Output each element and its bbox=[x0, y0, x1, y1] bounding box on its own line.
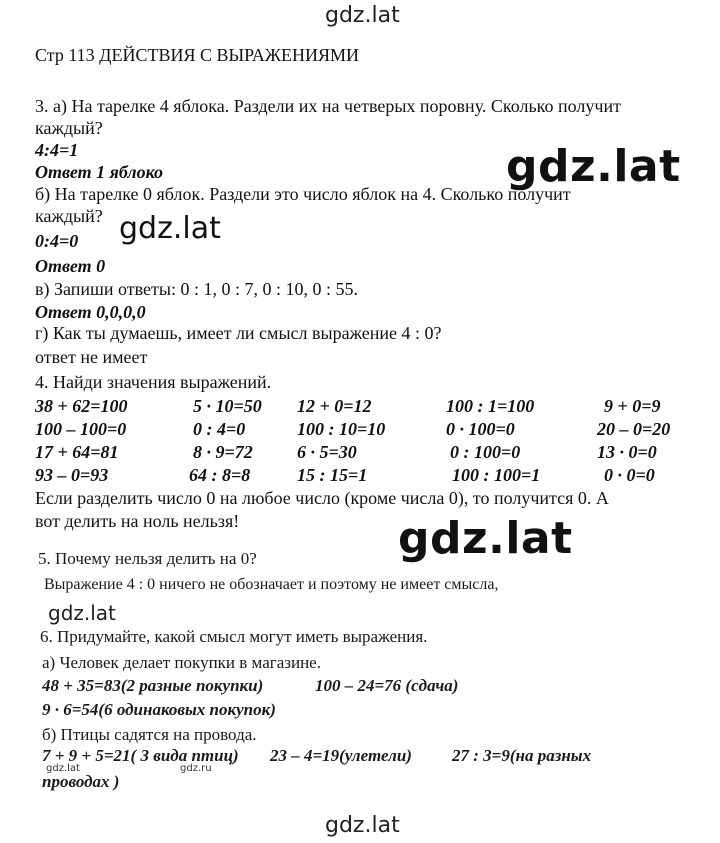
task6-a-expression3: 9 · 6=54(6 одинаковых покупок) bbox=[42, 700, 276, 719]
task5-answer: Выражение 4 : 0 ничего не обозначает и поэтому не имеет смысла, bbox=[44, 576, 499, 593]
watermark-tiny-left: gdz.lat bbox=[46, 763, 80, 774]
task4-title: 4. Найди значения выражений. bbox=[35, 372, 272, 392]
watermark-left-small: gdz.lat bbox=[48, 601, 116, 625]
table-cell: 0 · 0=0 bbox=[604, 465, 655, 485]
table-cell: 12 + 0=12 bbox=[297, 396, 372, 416]
table-cell: 15 : 15=1 bbox=[297, 465, 368, 485]
watermark-center: gdz.lat bbox=[398, 513, 573, 564]
task5-title: 5. Почему нельзя делить на 0? bbox=[38, 549, 257, 568]
table-cell: 100 – 100=0 bbox=[35, 419, 127, 439]
task6-title: 6. Придумайте, какой смысл могут иметь выражения. bbox=[40, 627, 428, 646]
watermark-bottom: gdz.lat bbox=[325, 813, 400, 838]
task3-b-line2: каждый? bbox=[35, 206, 103, 226]
watermark-left-mid: gdz.lat bbox=[115, 211, 225, 246]
table-cell: 0 : 4=0 bbox=[193, 419, 246, 439]
table-cell: 100 : 10=10 bbox=[297, 419, 386, 439]
task3-g-line: г) Как ты думаешь, имеет ли смысл выражение 4 : 0? bbox=[35, 323, 442, 343]
task3-v-line: в) Запиши ответы: 0 : 1, 0 : 7, 0 : 10, 0 : 55. bbox=[35, 279, 358, 299]
task6-b-expression3-continued: проводах ) bbox=[42, 772, 120, 791]
task4-note-line2: вот делить на ноль нельзя! bbox=[35, 511, 240, 531]
table-cell: 5 · 10=50 bbox=[193, 396, 262, 416]
table-cell: 0 : 100=0 bbox=[450, 442, 521, 462]
watermark-right: gdz.lat bbox=[506, 141, 681, 192]
table-cell: 38 + 62=100 bbox=[35, 396, 128, 416]
task3-b-line1: б) На тарелке 0 яблок. Раздели это число яблок на 4. Сколько получит bbox=[35, 184, 571, 204]
task3-a-line2: каждый? bbox=[35, 118, 103, 138]
table-cell: 6 · 5=30 bbox=[297, 442, 357, 462]
page-header: Стр 113 ДЕЙСТВИЯ С ВЫРАЖЕНИЯМИ bbox=[35, 45, 360, 65]
task6-b-expression3: 27 : 3=9(на разных bbox=[452, 746, 592, 765]
watermark-tiny-center: gdz.ru bbox=[180, 763, 212, 774]
watermark-top: gdz.lat bbox=[325, 3, 400, 28]
table-cell: 0 · 100=0 bbox=[446, 419, 515, 439]
task4-note-line1: Если разделить число 0 на любое число (кроме числа 0), то получится 0. А bbox=[35, 488, 609, 508]
task6-b-line: б) Птицы садятся на провода. bbox=[42, 725, 257, 744]
task3-g-answer: ответ не имеет bbox=[35, 347, 148, 367]
task3-b-expression: 0:4=0 bbox=[35, 231, 79, 251]
table-cell: 13 · 0=0 bbox=[597, 442, 657, 462]
task6-b-expression2: 23 – 4=19(улетели) bbox=[270, 746, 412, 765]
task3-a-answer: Ответ 1 яблоко bbox=[35, 162, 164, 182]
task6-a-expression1: 48 + 35=83(2 разные покупки) bbox=[42, 676, 264, 695]
table-cell: 17 + 64=81 bbox=[35, 442, 119, 462]
task6-a-expression2: 100 – 24=76 (сдача) bbox=[315, 676, 459, 695]
table-cell: 8 · 9=72 bbox=[193, 442, 253, 462]
task3-a-expression: 4:4=1 bbox=[35, 140, 79, 160]
table-cell: 20 – 0=20 bbox=[597, 419, 671, 439]
task3-a-line1: 3. а) На тарелке 4 яблока. Раздели их на четверых поровну. Сколько получит bbox=[35, 96, 621, 116]
table-cell: 9 + 0=9 bbox=[604, 396, 661, 416]
task6-b-expression1: 7 + 9 + 5=21( 3 вида птиц) bbox=[42, 746, 239, 765]
table-cell: 100 : 100=1 bbox=[452, 465, 541, 485]
task3-b-answer: Ответ 0 bbox=[35, 256, 106, 276]
task3-v-answer: Ответ 0,0,0,0 bbox=[35, 302, 146, 322]
table-cell: 64 : 8=8 bbox=[189, 465, 251, 485]
task6-a-line: а) Человек делает покупки в магазине. bbox=[42, 653, 321, 672]
table-cell: 100 : 1=100 bbox=[446, 396, 535, 416]
table-cell: 93 – 0=93 bbox=[35, 465, 109, 485]
